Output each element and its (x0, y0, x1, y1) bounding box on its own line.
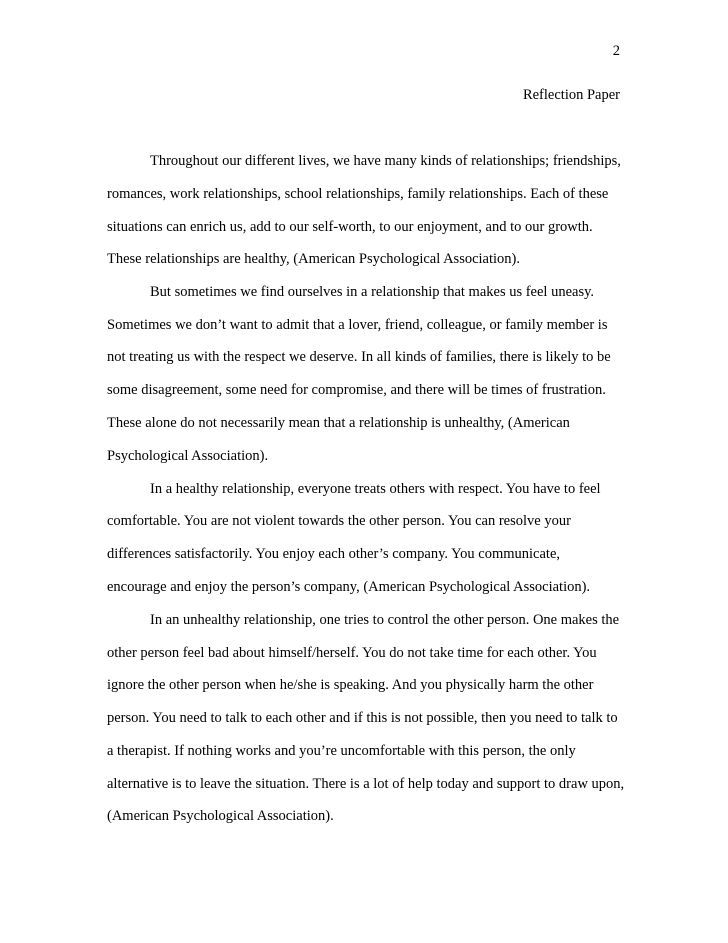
body-line: some disagreement, some need for compromise, and there will be times of frustration. (107, 382, 606, 398)
body-line: Sometimes we don’t want to admit that a lover, friend, colleague, or family member is (107, 317, 608, 333)
body-line: other person feel bad about himself/herself. You do not take time for each other. You (107, 645, 597, 661)
body-line: romances, work relationships, school relationships, family relationships. Each of these (107, 186, 609, 202)
body-line: Psychological Association). (107, 448, 269, 464)
body-line: ignore the other person when he/she is speaking. And you physically harm the other (107, 677, 594, 693)
body-line: But sometimes we find ourselves in a relationship that makes us feel uneasy. (150, 284, 595, 300)
body-line: comfortable. You are not violent towards the other person. You can resolve your (107, 513, 571, 529)
body-line: differences satisfactorily. You enjoy each other’s company. You communicate, (107, 546, 561, 562)
body-line: These relationships are healthy, (American Psychological Association). (107, 251, 520, 267)
page-number: 2 (612, 43, 620, 59)
body-line: situations can enrich us, add to our self-worth, to our enjoyment, and to our growth. (107, 219, 593, 235)
body-line: These alone do not necessarily mean that a relationship is unhealthy, (American (107, 415, 570, 431)
body-line: a therapist. If nothing works and you’re uncomfortable with this person, the only (107, 743, 576, 759)
body-line: not treating us with the respect we deserve. In all kinds of families, there is likely to be (107, 349, 611, 365)
body-line: alternative is to leave the situation. There is a lot of help today and support to draw upon, (107, 776, 625, 792)
body-line: person. You need to talk to each other and if this is not possible, then you need to talk to (107, 710, 618, 726)
body-line: In an unhealthy relationship, one tries to control the other person. One makes the (150, 612, 620, 628)
body-line: In a healthy relationship, everyone treats others with respect. You have to feel (150, 481, 601, 497)
body-line: Throughout our different lives, we have many kinds of relationships; friendships, (150, 153, 621, 169)
running-head: Reflection Paper (522, 87, 620, 103)
body-line: encourage and enjoy the person’s company, (American Psychological Association). (107, 579, 591, 595)
body-line: (American Psychological Association). (107, 808, 334, 824)
